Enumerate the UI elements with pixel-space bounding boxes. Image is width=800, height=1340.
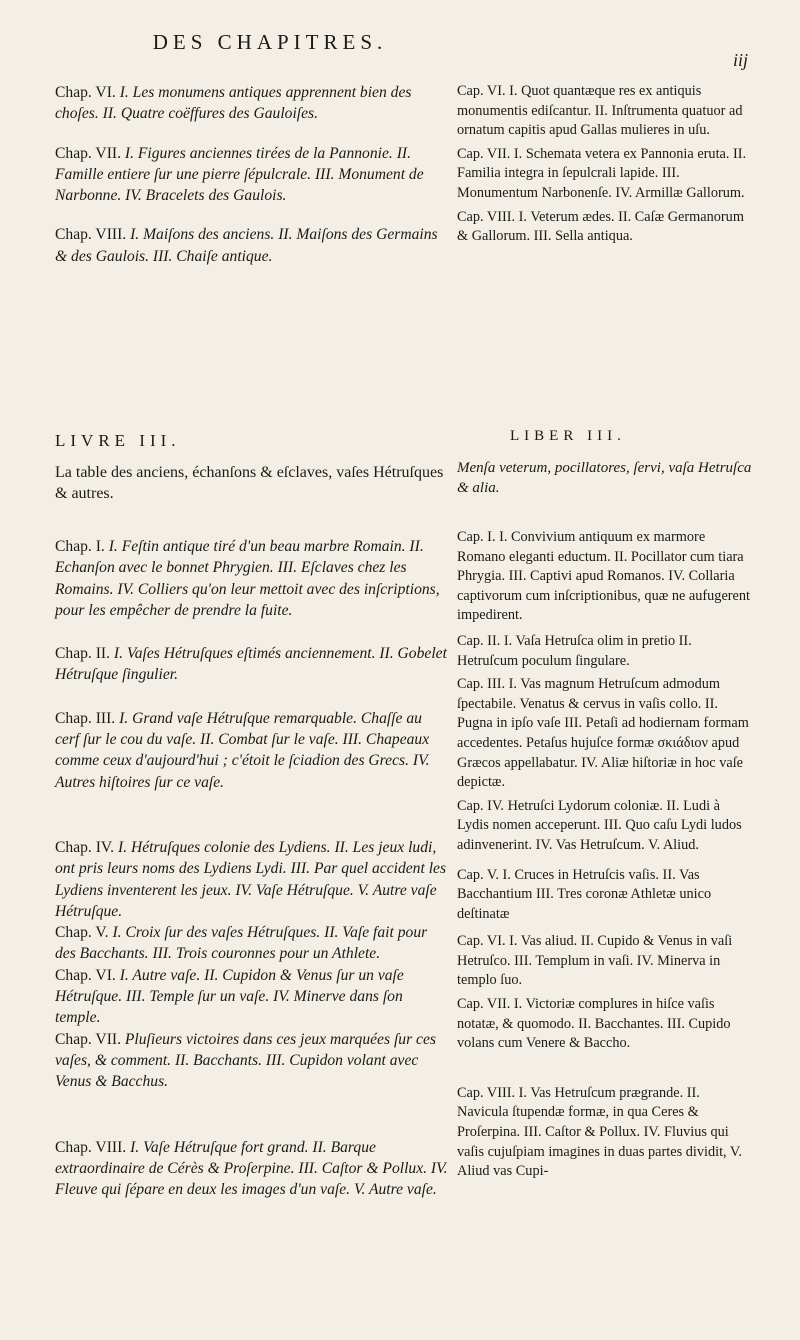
chapter-label: Chap. VIII. xyxy=(55,226,131,244)
chapter-label: Chap. VII. xyxy=(55,144,125,162)
book-summary-latin: Menſa veterum, pocillatores, ſervi, vaſa Hetruſca & alia. xyxy=(457,460,752,496)
french-entry-chap7 xyxy=(55,143,450,207)
chapter-label: Chap. VII. xyxy=(55,1030,125,1048)
latin-entry-cap7: Cap. VII. I. Victoriæ complures in hiſce vaſis notatæ, & quomodo. II. Bacchantes. III. Cupido volans cum Venere & Baccho. xyxy=(457,996,731,1052)
chapter-text: I. Feſtin antique tiré d'un beau marbre Romain. II. Echanſon avec le bonnet Phrygien. III. Eſclaves chez les Romains. IV. Colliers qu'on leur mettoit avec des inſcriptions, pour les empêcher de prendre la fuite. xyxy=(55,538,440,619)
chapter-text: I. Vaſes Hétruſques eſtimés anciennement. II. Gobelet Hétruſque ſingulier. xyxy=(55,645,447,684)
latin-entry-cap6: Cap. VI. I. Vas aliud. II. Cupido & Venus in vaſi Hetruſco. III. Templum in vaſi. IV. Minerva in templo ſuo. xyxy=(457,933,733,989)
chapter-text: I. Figures anciennes tirées de la Pannonie. II. Famille entiere ſur une pierre ſépulcrale. III. Monument de Narbonne. IV. Bracelets des Gaulois. xyxy=(55,144,424,205)
chapter-label: Chap. VI. xyxy=(55,966,120,984)
chapter-text: Pluſieurs victoires dans ces jeux marquées ſur ces vaſes, & comment. II. Bacchants. III. Cupidon volant avec Venus & Bacchus. xyxy=(55,1030,436,1091)
french-entry-chap8 xyxy=(55,224,450,267)
chapter-text: I. Vaſe Hétruſque fort grand. II. Barque extraordinaire de Cérès & Proſerpine. III. Caſtor & Pollux. IV. Fleuve qui ſépare en deux les images d'un vaſe. V. Autre vaſe. xyxy=(55,1138,448,1199)
latin-entry-cap8: Cap. VIII. I. Vas Hetruſcum prægrande. II. Navicula ſtupendæ formæ, in qua Ceres & Proſerpina. III. Caſtor & Pollux. IV. Fluvius qui vaſis cujuſpiam imagines in duas partes dividit, V. Aliud vas Cupi- xyxy=(457,1084,742,1180)
french-entry-chap3 xyxy=(55,708,450,793)
french-entry-chap1 xyxy=(55,536,450,621)
latin-entry-cap1: Cap. I. I. Convivium antiquum ex marmore Romano eleganti eductum. II. Pocillator cum tiara Phrygia. III. Captivi apud Romanos. IV. Collaria captivorum cum inſcriptionibus, quæ ne aufugerent impedirent. xyxy=(457,529,751,624)
chapter-text: I. Grand vaſe Hétruſque remarquable. Chaſſe au cerf ſur le cou du vaſe. II. Combat ſur le vaſe. III. Chapeaux comme ceux d'aujourd'hui ; c'étoit le ſciadion des Grecs. IV. Autres hiſtoires ſur ce vaſe. xyxy=(55,709,430,791)
french-column-book3 xyxy=(55,536,450,1200)
running-header: DES CHAPITRES. xyxy=(152,30,388,54)
latin-column-book3 xyxy=(457,528,752,1182)
latin-column-top xyxy=(457,82,752,247)
french-entry-chap7 xyxy=(55,1029,450,1093)
chapter-label: Chap. V. xyxy=(55,924,113,942)
latin-entry-cap4: Cap. IV. Hetruſci Lydorum coloniæ. II. Ludi à Lydis nomen acceperunt. III. Quo caſu Lydi ludos adinvenerint. IV. Vas Hetruſcum. V. Aliud. xyxy=(457,797,742,853)
latin-entry-cap7: Cap. VII. I. Schemata vetera ex Pannonia eruta. II. Familia integra in ſepulcrali lapide. III. Monumentum Narbonenſe. IV. Armillæ Gallorum. xyxy=(457,145,747,201)
french-entry-chap6 xyxy=(55,82,450,125)
chapter-text: I. Autre vaſe. II. Cupidon & Venus ſur un vaſe Hétruſque. III. Temple ſur un vaſe. IV. Minerve dans ſon temple. xyxy=(55,966,404,1027)
chapter-label: Chap. II. xyxy=(55,645,114,663)
chapter-text: I. Hétruſques colonie des Lydiens. II. Les jeux ludi, ont pris leurs noms des Lydiens Lydi. III. Par quel accident les Lydiens inventerent les jeux. IV. Vaſe Hétruſque. V. Autre vaſe Hétruſque. xyxy=(55,838,447,920)
french-entry-chap4 xyxy=(55,837,450,922)
book-heading-french: LIVRE III. xyxy=(55,431,181,450)
chapter-text: I. Les monumens antiques apprennent bien des choſes. II. Quatre coëffures des Gauloiſes. xyxy=(55,84,412,123)
page-number: iij xyxy=(733,50,749,70)
french-entry-chap6 xyxy=(55,965,450,1029)
french-entry-chap5 xyxy=(55,922,450,965)
latin-entry-cap5: Cap. V. I. Cruces in Hetruſcis vaſis. II. Vas Bacchantium III. Tres coronæ Athletæ unico deſtinatæ xyxy=(457,866,712,922)
book-summary-french: La table des anciens, échanſons & eſclaves, vaſes Hétruſques & autres. xyxy=(55,464,444,502)
latin-entry-cap8: Cap. VIII. I. Veterum ædes. II. Caſæ Germanorum & Gallorum. III. Sella antiqua. xyxy=(457,208,744,245)
chapter-text: I. Maiſons des anciens. II. Maiſons des Germains & des Gaulois. III. Chaiſe antique. xyxy=(55,226,438,265)
chapter-label: Chap. I. xyxy=(55,538,109,555)
chapter-label: Chap. VI. xyxy=(55,84,120,101)
french-entry-chap8 xyxy=(55,1137,450,1201)
french-entry-chap2 xyxy=(55,643,450,686)
french-column-top xyxy=(55,82,450,267)
chapter-text: I. Croix ſur des vaſes Hétruſques. II. Vaſe fait pour des Bacchants. III. Trois couronnes pour un Athlete. xyxy=(55,924,428,963)
latin-entry-cap2: Cap. II. I. Vaſa Hetruſca olim in pretio II. Hetruſcum poculum ſingulare. xyxy=(457,632,692,669)
latin-entry-cap3: Cap. III. I. Vas magnum Hetruſcum admodum ſpectabile. Venatus & cervus in vaſis collo. II. Pugna in ipſo vaſe III. Petaſi ad hodiernam formam accedentes. Petaſus hujuſce formæ σκιάδιον apud Græcos appellabatur. IV. Aliæ hiſtoriæ in hoc vaſe depictæ. xyxy=(457,676,749,791)
chapter-label: Chap. IV. xyxy=(55,838,118,856)
chapter-label: Chap. III. xyxy=(55,709,120,727)
latin-entry-cap6: Cap. VI. I. Quot quantæque res ex antiquis monumentis ediſcantur. II. Inſtrumenta quatuor ad ornatum capitis apud Gallas mulieres in uſu. xyxy=(457,83,743,139)
book-heading-latin: LIBER III. xyxy=(510,428,626,444)
chapter-label: Chap. VIII. xyxy=(55,1138,131,1156)
